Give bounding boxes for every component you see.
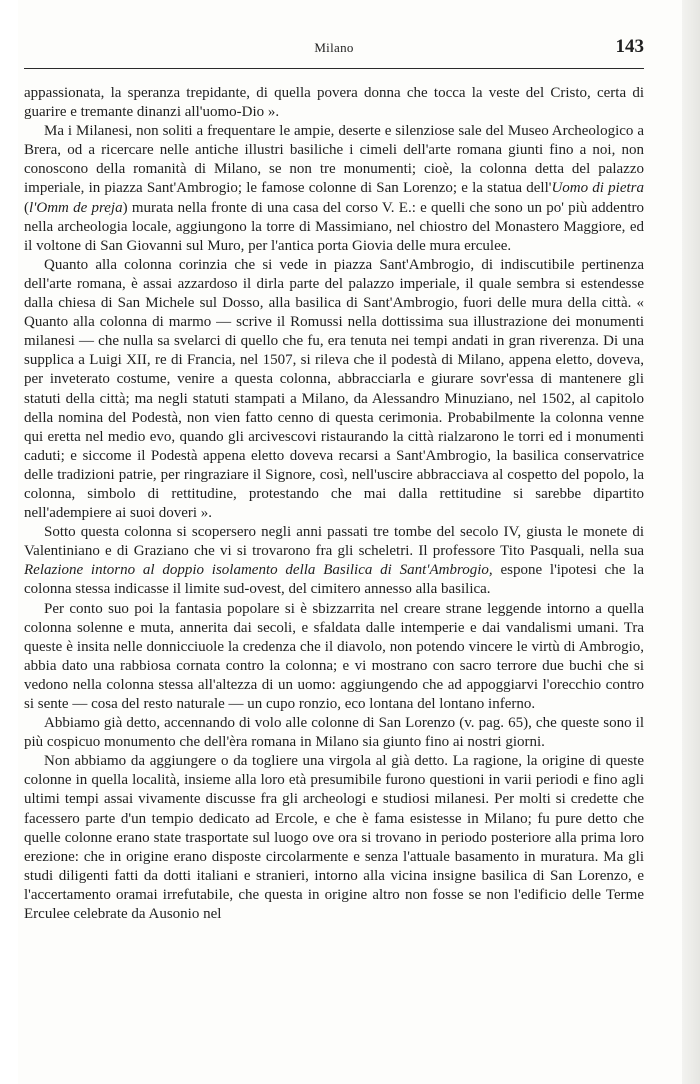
running-title: Milano — [314, 40, 354, 55]
paragraph-3: Quanto alla colonna corinzia che si vede in piazza Sant'Ambrogio, di indiscutibile pertinenza dell'arte romana, è assai azzardoso il dirla parte del palazzo imperiale, il quale sembra si estendesse dalla chiesa di San Michele sul Dosso, alla basilica di Sant'Ambrogio, fuori delle mura della città. « Quanto alla colonna di marmo — scrive il Romussi nella dottissima sua illustrazione dei monumenti milanesi — che nulla sa svelarci di quello che fu, era tenuta nei tempi andati in gran riverenza. Di una supplica a Luigi XII, re di Francia, nel 1507, si rileva che il podestà di Milano, appena eletto, doveva, per inveterato costume, venire a questa colonna, abbracciarla e giurare sovr'essa di mantenere gli statuti della città; ma negli statuti stampati a Milano, da Alessandro Minuziano, nel 1502, al capitolo della nomina del Podestà, non vien fatto cenno di questa cerimonia. Probabilmente la colonna venne qui eretta nel medio evo, quando gli arcivescovi ristaurando la città rialzarono le torri ed i monumenti caduti; e siccome il Podestà appena eletto doveva recarsi a Sant'Ambrogio, la basilica conservatrice delle tradizioni patrie, per ringraziare il Signore, così, nell'uscire abbracciava al cospetto del popolo, la colonna, simbolo di rettitudine, protestando che mai dalla rettitudine si sarebbe dipartito nell'adempiere ai suoi doveri ». — [24, 256, 644, 522]
paragraph-2-text-a: Ma i Milanesi, non soliti a frequentare le ampie, deserte e silenziose sale del Museo Archeologico a Brera, od a ricercare nelle antiche illustri basiliche i cimeli dell'arte romana giunti fino a noi, non conoscono della romanità di Milano, se non tre monumenti; cioè, la colonna detta del palazzo imperiale, in piazza Sant'Ambrogio; le famose colonne di San Lorenzo; e la statua dell' — [24, 123, 644, 197]
page-number: 143 — [615, 36, 644, 57]
scan-edge-shading — [682, 0, 700, 1084]
paragraph-4 — [24, 523, 644, 599]
paragraph-5: Per conto suo poi la fantasia popolare si è sbizzarrita nel creare strane leggende intorno a quella colonna solenne e muta, annerita dai secoli, e sfaldata dalle intemperie e dai vandalismi umani. Tra queste è insita nelle donnicciuole la credenza che il diavolo, non potendo vincere le virtù di Ambrogio, abbia dato una rabbiosa cornata contro la colonna; e vi mostrano con sacro terrore due buchi che si vedono nella colonna stessa all'altezza di un uomo: aggiungendo che ad appoggiarvi l'orecchio contro si sente — cosa del resto naturale — un cupo ronzio, eco lontana del lontano inferno. — [24, 600, 644, 712]
body-text — [24, 84, 644, 924]
page-header — [24, 36, 644, 69]
dialect-name-italic: l'Omm de preja — [29, 199, 123, 216]
paragraph-2-text-c: ( — [24, 199, 29, 216]
paragraph-2 — [24, 122, 644, 256]
book-page — [18, 0, 682, 1084]
paragraph-6: Abbiamo già detto, accennando di volo alle colonne di San Lorenzo (v. pag. 65), che queste sono il più cospicuo monumento che dell'èra romana in Milano sia giunto fino ai nostri giorni. — [24, 715, 644, 751]
paragraph-4-text-c: espone l'ipotesi che la colonna stessa indicasse il limite sud-ovest, del cimitero annesso alla basilica. — [24, 562, 644, 598]
paragraph-7: Non abbiamo da aggiungere o da togliere una virgola al già detto. La ragione, la origine di queste colonne in quella località, insieme alla loro età presumibile furono questioni in varii periodi e fino agli ultimi tempi assai vivamente discusse fra gli archeologi e studiosi milanesi. Per molti si credette che facessero parte d'un tempio dedicato ad Ercole, e che è fama esistesse in Milano; fu pure detto che quelle colonne erano state trasportate sul luogo ove ora si trovano in periodo posteriore alla prima loro erezione: che in origine erano disposte circolarmente e senza l'attuale basamento in muratura. Ma gli studi diligenti fatti da dotti italiani e stranieri, intorno alla vicina insigne basilica di San Lorenzo, e l'accertamento oramai irrefutabile, che questa in origine altro non fosse se non l'edificio delle Terme Erculee celebrate da Ausonio nel — [24, 753, 644, 923]
statue-name-italic: Uomo di pietra — [551, 180, 644, 197]
paragraph-2-text-e: ) murata nella fronte di una casa del corso V. E.: e quelli che sono un po' più addentro nella archeologia locale, aggiungono la torre di Massimiano, nel chiostro del Monastero Maggiore, ed il voltone di San Giovanni sul Muro, per l'antica porta Giovia delle mura erculee. — [24, 199, 644, 254]
paragraph-1: appassionata, la speranza trepidante, di quella povera donna che tocca la veste del Cristo, certa di guarire e tremante dinanzi all'uomo-Dio ». — [24, 85, 644, 121]
report-title-italic: Relazione intorno al doppio isolamento della Basilica di Sant'Ambrogio, — [24, 562, 493, 579]
paragraph-4-text-a: Sotto questa colonna si scopersero negli anni passati tre tombe del secolo IV, giusta le monete di Valentiniano e di Graziano che vi si trovarono fra gli scheletri. Il professore Tito Pasquali, nella sua — [24, 524, 644, 560]
